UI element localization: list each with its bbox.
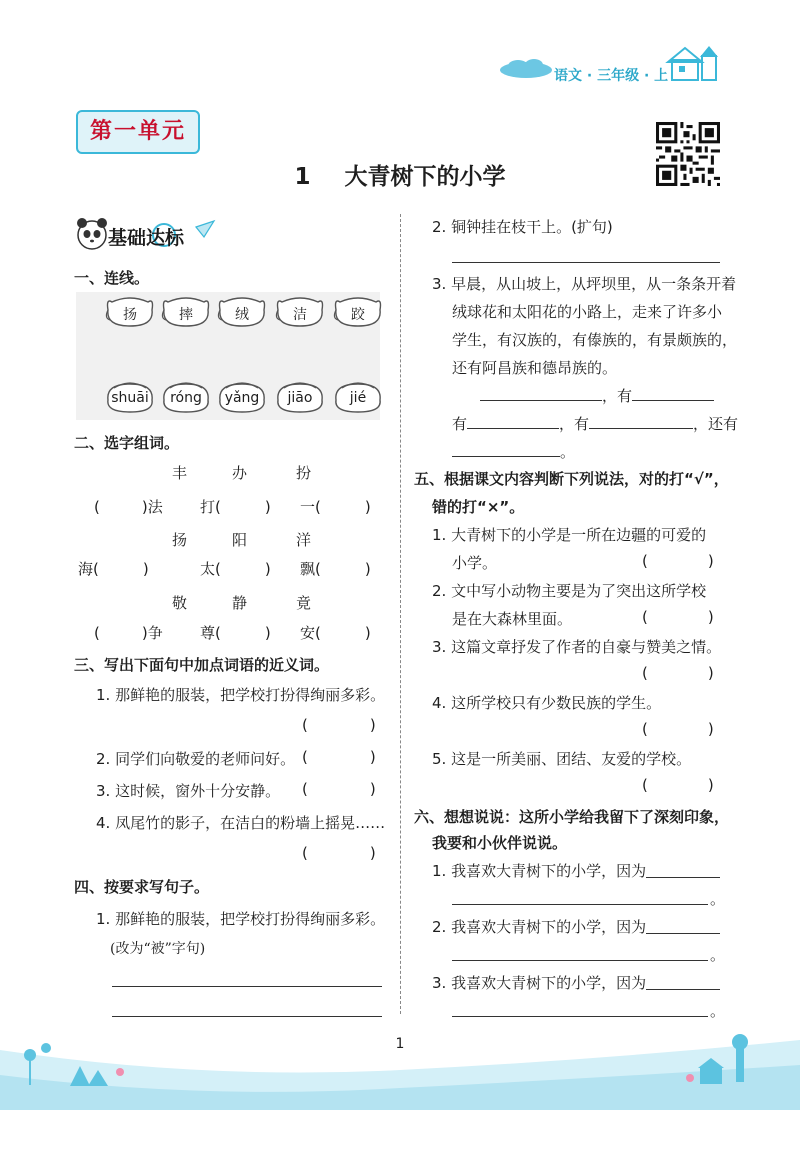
- answer-paren[interactable]: ( ): [642, 608, 714, 626]
- option-char: 静: [232, 594, 248, 612]
- answer-paren[interactable]: ( ): [642, 776, 714, 794]
- pinyin-item[interactable]: yǎng: [224, 390, 260, 406]
- section-badge-label: 基础达标: [108, 227, 185, 249]
- speak-item: 3. 我喜欢大青树下的小学，因为: [432, 974, 647, 992]
- option-char: 扬: [172, 531, 188, 549]
- char-item[interactable]: 绒: [235, 307, 249, 323]
- answer-line[interactable]: [452, 262, 720, 263]
- char-item[interactable]: 摔: [179, 307, 193, 323]
- footer-wave-decoration: [0, 1020, 800, 1110]
- cloud-icon: [496, 56, 556, 80]
- pinyin-item[interactable]: jiāo: [287, 390, 313, 406]
- word-blank[interactable]: 安( ): [300, 624, 371, 642]
- option-char: 办: [232, 464, 248, 482]
- column-divider: [400, 214, 401, 1014]
- section-5-title-cont: 错的打“×”。: [432, 498, 525, 516]
- lesson-title: 1 大青树下的小学: [294, 164, 506, 190]
- option-char: 敬: [172, 594, 188, 612]
- option-char: 扮: [296, 464, 312, 482]
- pattern-line-1[interactable]: ，有: [480, 384, 729, 406]
- word-blank[interactable]: 海( ): [78, 560, 149, 578]
- char-item[interactable]: 跤: [351, 307, 365, 323]
- speak-item: 1. 我喜欢大青树下的小学，因为: [432, 862, 647, 880]
- unit-label: 第一单元: [76, 110, 200, 154]
- answer-line[interactable]: [112, 1016, 382, 1017]
- pinyin-row: [104, 380, 394, 420]
- end-mark: 。: [710, 890, 726, 908]
- char-row: [104, 296, 394, 336]
- page-number: 1: [395, 1036, 405, 1052]
- pattern-line-3[interactable]: 。: [452, 440, 575, 462]
- answer-line[interactable]: [646, 989, 720, 990]
- house-icon: [664, 44, 724, 84]
- passage-text: 3. 早晨，从山坡上，从坪坝里，从一条条开着 绒球花和太阳花的小路上，走来了许多小 学生，有汉族的，有傣族的，有景颇族的， 还有阿昌族和德昂族的。: [432, 275, 738, 377]
- answer-line[interactable]: [452, 960, 708, 961]
- section-1-title: 一、连线。: [74, 269, 150, 287]
- answer-paren[interactable]: ( ): [642, 720, 714, 738]
- end-mark: 。: [710, 946, 726, 964]
- word-blank[interactable]: 太( ): [200, 560, 271, 578]
- answer-paren[interactable]: ( ): [302, 716, 376, 734]
- pinyin-item[interactable]: jié: [349, 390, 367, 406]
- word-blank[interactable]: 尊( ): [200, 624, 271, 642]
- question-text: 1. 那鲜艳的服装，把学校打扮得绚丽多彩。: [96, 686, 386, 704]
- judge-item-cont: 小学。: [452, 554, 498, 572]
- pinyin-item[interactable]: shuāi: [111, 390, 149, 406]
- answer-line[interactable]: [112, 986, 382, 987]
- answer-paren[interactable]: ( ): [302, 748, 376, 766]
- pattern-line-2[interactable]: 有 ，有 ，还有: [452, 412, 738, 434]
- qr-code-icon[interactable]: [656, 122, 720, 186]
- section-6-title: 六、想想说说：这所小学给我留下了深刻印象，: [414, 808, 730, 826]
- word-blank[interactable]: ( )争: [94, 624, 163, 642]
- option-char: 竟: [296, 594, 312, 612]
- judge-item: 2. 文中写小动物主要是为了突出这所学校: [432, 582, 707, 600]
- judge-item: 3. 这篇文章抒发了作者的自豪与赞美之情。: [432, 638, 722, 656]
- word-blank[interactable]: 打( ): [200, 498, 271, 516]
- judge-item: 4. 这所学校只有少数民族的学生。: [432, 694, 662, 712]
- question-text: 3. 这时候，窗外十分安静。: [96, 782, 281, 800]
- answer-paren[interactable]: ( ): [642, 552, 714, 570]
- answer-paren[interactable]: ( ): [642, 664, 714, 682]
- answer-paren[interactable]: ( ): [302, 844, 376, 862]
- question-text: 2. 铜钟挂在枝干上。(扩句): [432, 218, 613, 236]
- answer-line[interactable]: [646, 877, 720, 878]
- char-item[interactable]: 洁: [293, 307, 307, 323]
- judge-item-cont: 是在大森林里面。: [452, 610, 573, 628]
- question-text: 1. 那鲜艳的服装，把学校打扮得绚丽多彩。: [96, 910, 386, 928]
- answer-line[interactable]: [452, 1016, 708, 1017]
- judge-item: 5. 这是一所美丽、团结、友爱的学校。: [432, 750, 692, 768]
- header-subject: 语文 · 三年级 · 上: [554, 68, 669, 84]
- option-char: 阳: [232, 531, 248, 549]
- answer-line[interactable]: [646, 933, 720, 934]
- word-blank[interactable]: ( )法: [94, 498, 163, 516]
- end-mark: 。: [710, 1002, 726, 1020]
- speak-item: 2. 我喜欢大青树下的小学，因为: [432, 918, 647, 936]
- question-text: 2. 同学们向敬爱的老师问好。: [96, 750, 296, 768]
- char-item[interactable]: 扬: [123, 307, 137, 323]
- section-3-title: 三、写出下面句中加点词语的近义词。: [74, 656, 330, 674]
- judge-item: 1. 大青树下的小学是一所在边疆的可爱的: [432, 526, 707, 544]
- word-blank[interactable]: 一( ): [300, 498, 371, 516]
- question-requirement: (改为“被”字句): [110, 941, 206, 957]
- section-2-title: 二、选字组词。: [74, 434, 180, 452]
- answer-line[interactable]: [452, 904, 708, 905]
- option-char: 丰: [172, 464, 188, 482]
- question-text: 4. 凤尾竹的影子，在洁白的粉墙上摇晃……: [96, 814, 386, 832]
- section-4-title: 四、按要求写句子。: [74, 878, 210, 896]
- word-blank[interactable]: 飘( ): [300, 560, 371, 578]
- option-char: 洋: [296, 531, 312, 549]
- section-6-title-cont: 我要和小伙伴说说。: [432, 834, 568, 852]
- pinyin-item[interactable]: róng: [170, 390, 202, 406]
- answer-paren[interactable]: ( ): [302, 780, 376, 798]
- section-5-title: 五、根据课文内容判断下列说法，对的打“√”，: [414, 470, 729, 488]
